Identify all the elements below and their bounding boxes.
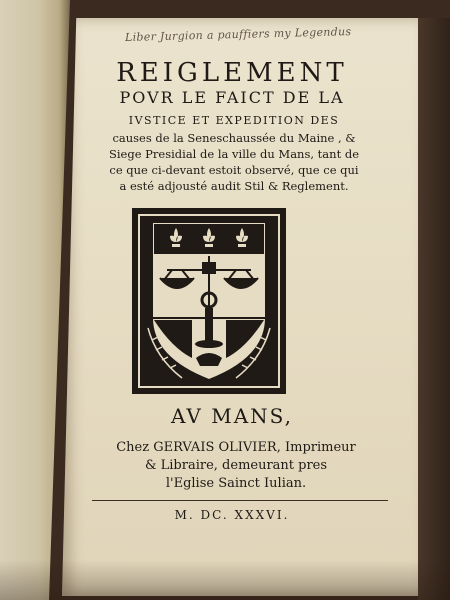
- publication-date: M. DC. XXXVI.: [174, 508, 290, 522]
- page-title: REIGLEMENT: [116, 58, 348, 88]
- left-page-edge: [0, 0, 70, 600]
- printer-line-3: l'Eglise Sainct Iulian.: [165, 476, 307, 491]
- coat-of-arms-woodcut: [132, 208, 286, 394]
- printer-line-2: & Libraire, demeurant pres: [144, 458, 328, 473]
- printer-line-1: Chez GERVAIS OLIVIER, Imprimeur: [116, 440, 356, 455]
- divider-rule: [92, 500, 388, 501]
- handwritten-inscription: Liber Jurgion a pauffiers my Legendus: [124, 25, 352, 44]
- title-line-3: IVSTICE ET EXPEDITION DES: [128, 114, 340, 127]
- table-background: [418, 18, 450, 600]
- title-line-6: ce que ci-devant estoit observé, que ce qui: [109, 163, 359, 177]
- title-line-2: POVR LE FAICT DE LA: [119, 88, 345, 107]
- title-line-5: Siege Presidial de la ville du Mans, tant de: [108, 147, 360, 161]
- imprint-place: AV MANS,: [170, 404, 293, 428]
- bottom-shadow: [0, 560, 450, 600]
- title-line-7: a esté adjousté audit Stil & Reglement.: [119, 179, 349, 193]
- title-line-4: causes de la Seneschaussée du Maine , &: [112, 131, 356, 145]
